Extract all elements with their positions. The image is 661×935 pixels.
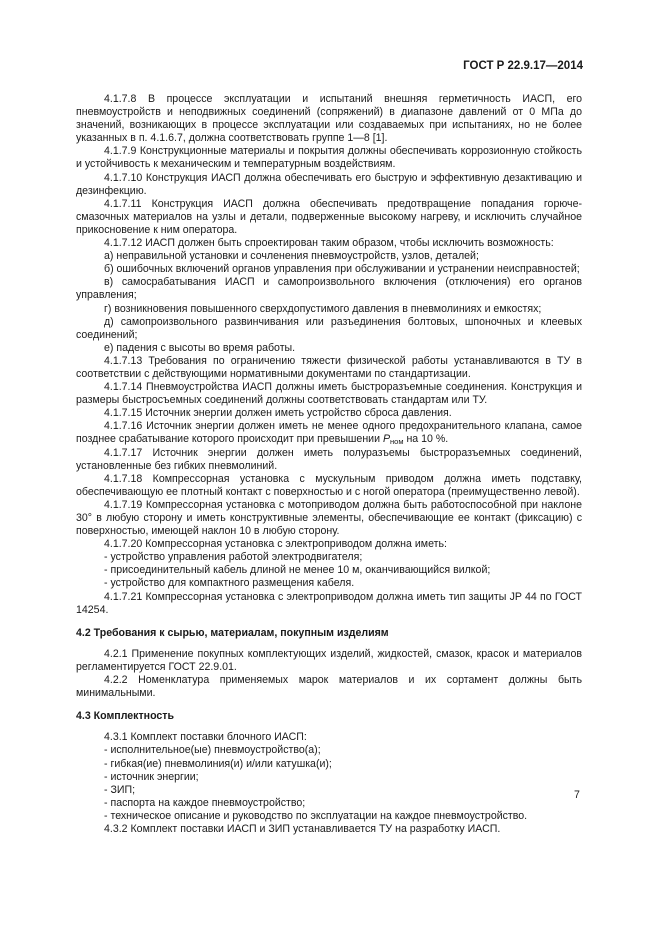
list-item: - присоединительный кабель длиной не менее 10 м, оканчивающийся вилкой; xyxy=(104,564,491,577)
clause-4-1-7-14: 4.1.7.14 Пневмоустройства ИАСП должны иметь быстроразъемные соединения. Конструкция и размеры быстросъемных соединений должны соответствовать стандартам или ТУ. xyxy=(76,381,582,407)
clause-text-end: на 10 %. xyxy=(403,433,449,446)
clause-4-1-7-11: 4.1.7.11 Конструкция ИАСП должна обеспечивать предотвращение попадания горюче-смазочных материалов на узлы и детали, подверженные высокому нагреву, и исключить случайное прикосновение к ним оператора. xyxy=(76,197,582,236)
clause-text: 4.1.7.16 Источник энергии должен иметь не менее одного предохранительного клапана, самое позднее срабатывание которого происходит при превышении xyxy=(76,420,582,446)
list-item: а) неправильной установки и сочленения пневмоустройств, узлов, деталей; xyxy=(104,250,479,263)
list-item: г) возникновения повышенного сверхдопустимого давления в пневмолиниях и емкостях; xyxy=(104,302,542,315)
list-item: - устройство управления работой электродвигателя; xyxy=(104,551,363,564)
list-item: в) самосрабатывания ИАСП и самопроизвольного включения (отключения) его органов управления; xyxy=(76,276,582,302)
section-heading-4-2: 4.2 Требования к сырью, материалам, покупным изделиям xyxy=(76,626,389,639)
clause-4-3-2: 4.3.2 Комплект поставки ИАСП и ЗИП устанавливается ТУ на разработку ИАСП. xyxy=(104,822,501,835)
clause-4-1-7-17: 4.1.7.17 Источник энергии должен иметь полуразъемы быстроразъемных соединений, установленные без гибких пневмолиний. xyxy=(76,446,582,472)
clause-4-1-7-16 xyxy=(76,420,582,446)
list-item: е) падения с высоты во время работы. xyxy=(104,341,296,354)
clause-4-1-7-15: 4.1.7.15 Источник энергии должен иметь устройство сброса давления. xyxy=(104,407,452,420)
pressure-subscript: ном xyxy=(390,437,404,447)
list-item: - исполнительное(ые) пневмоустройство(а); xyxy=(104,744,321,757)
clause-4-1-7-21: 4.1.7.21 Компрессорная установка с электроприводом должна иметь тип защиты JP 44 по ГОСТ 14254. xyxy=(76,590,582,616)
list-item: - источник энергии; xyxy=(104,770,199,783)
page-number: 7 xyxy=(574,789,580,801)
clause-4-2-1: 4.2.1 Применение покупных комплектующих изделий, жидкостей, смазок, красок и материалов регламентируется ГОСТ 22.9.01. xyxy=(76,647,582,673)
standard-designation: ГОСТ Р 22.9.17—2014 xyxy=(463,60,583,72)
clause-4-1-7-18: 4.1.7.18 Компрессорная установка с мускульным приводом должна иметь подставку, обеспечивающую ее плотный контакт с поверхностью и с ногой оператора (преимущественно левой). xyxy=(76,472,582,498)
list-item: - ЗИП; xyxy=(104,783,136,796)
clause-4-2-2: 4.2.2 Номенклатура применяемых марок материалов и их сортамент должны быть минимальными. xyxy=(76,674,582,700)
clause-4-1-7-19: 4.1.7.19 Компрессорная установка с мотоприводом должна быть работоспособной при наклоне 30° в любую сторону и иметь конструктивные элементы, обеспечивающие ее контакт (фиксацию) с поверхностью, имеющей наклон 10 в любую сторону. xyxy=(76,498,582,538)
clause-4-3-1: 4.3.1 Комплект поставки блочного ИАСП: xyxy=(104,731,307,744)
list-item: б) ошибочных включений органов управления при обслуживании и устранении неисправностей; xyxy=(104,263,580,276)
clause-4-1-7-20: 4.1.7.20 Компрессорная установка с электроприводом должна иметь: xyxy=(104,538,447,551)
clause-4-1-7-13: 4.1.7.13 Требования по ограничению тяжести физической работы устанавливаются в ТУ в соответствии с действующими нормативными документами по стандартизации. xyxy=(76,354,582,380)
list-item: - устройство для компактного размещения кабеля. xyxy=(104,577,355,590)
section-heading-4-3: 4.3 Комплектность xyxy=(76,710,174,723)
list-item: - паспорта на каждое пневмоустройство; xyxy=(104,796,306,809)
list-item: - техническое описание и руководство по эксплуатации на каждое пневмоустройство. xyxy=(104,809,528,822)
clause-4-1-7-12: 4.1.7.12 ИАСП должен быть спроектирован таким образом, чтобы исключить возможность: xyxy=(104,237,554,250)
pressure-symbol: P xyxy=(382,433,391,446)
document-body xyxy=(76,93,582,836)
clause-4-1-7-10: 4.1.7.10 Конструкция ИАСП должна обеспечивать его быструю и эффективную дезактивацию и дезинфекцию. xyxy=(76,171,582,197)
list-item: - гибкая(ие) пневмолиния(и) и/или катушка(и); xyxy=(104,757,332,770)
clause-4-1-7-9: 4.1.7.9 Конструкционные материалы и покрытия должны обеспечивать коррозионную стойкость и устойчивость к механическим и температурным воздействиям. xyxy=(76,145,582,171)
clause-4-1-7-8: 4.1.7.8 В процессе эксплуатации и испытаний внешняя герметичность ИАСП, его пневмоустройств и неподвижных соединений (сопряжений) в диапазоне давлений от 0 МПа до значений, возникающих в процессе эксплуатации или создаваемых при испытаниях, но не более указанных в п. 4.1.6.7, должна соответствовать группе 1—8 [1]. xyxy=(76,93,582,145)
list-item: д) самопроизвольного развинчивания или разъединения болтовых, шпоночных и клеевых соединений; xyxy=(76,315,582,341)
